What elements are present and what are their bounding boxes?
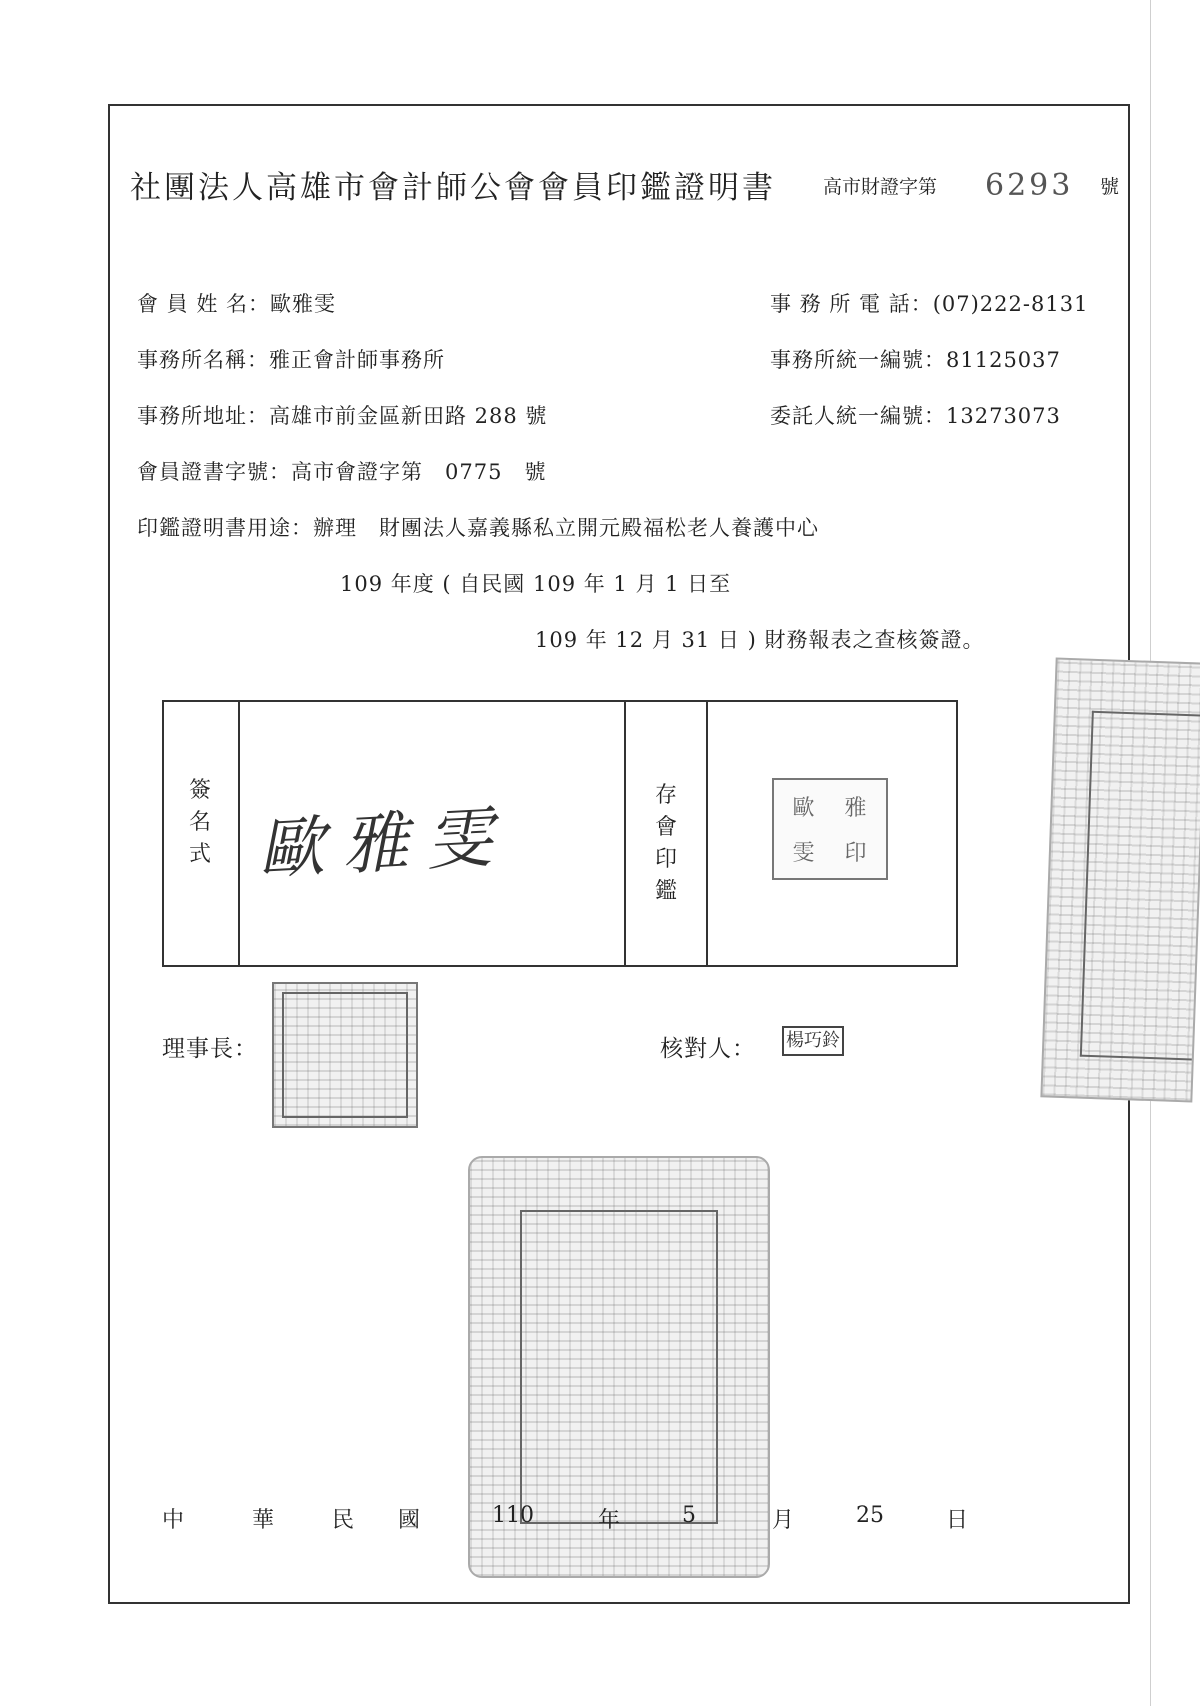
seal-char: 雅 bbox=[844, 796, 868, 821]
seal-label-char: 會 bbox=[654, 815, 677, 840]
table-divider bbox=[238, 702, 240, 965]
firm-id-label: 事務所統一編號： bbox=[770, 348, 946, 372]
firm-address-value: 高雄市前金區新田路 288 號 bbox=[269, 404, 548, 428]
firm-name-value: 雅正會計師事務所 bbox=[269, 348, 445, 372]
purpose-line-2: 109 年度 ( 自民國 109 年 1 月 1 日至 bbox=[340, 572, 732, 596]
date-month: 5 bbox=[682, 1503, 696, 1528]
certificate-number: 6293 bbox=[985, 168, 1074, 203]
date-year: 110 bbox=[492, 1503, 534, 1528]
license-value: 高市會證字第 0775 號 bbox=[291, 460, 547, 484]
chairman-seal bbox=[272, 982, 418, 1128]
sign-label-char: 式 bbox=[188, 842, 211, 867]
seal-label bbox=[654, 780, 678, 908]
date-day-unit: 日 bbox=[946, 1508, 969, 1533]
checker-label: 核對人： bbox=[660, 1036, 756, 1062]
seal-char: 歐 bbox=[792, 796, 816, 821]
client-id-label: 委託人統一編號： bbox=[770, 404, 946, 428]
member-seal-text bbox=[778, 784, 882, 874]
date-day: 25 bbox=[856, 1503, 884, 1528]
firm-id-value: 81125037 bbox=[946, 348, 1061, 372]
license-label: 會員證書字號： bbox=[137, 460, 291, 484]
table-divider bbox=[624, 702, 626, 965]
chairman-label: 理事長： bbox=[162, 1036, 258, 1062]
seal-char: 印 bbox=[844, 841, 868, 866]
certificate-suffix: 號 bbox=[1100, 176, 1120, 198]
member-seal bbox=[772, 778, 888, 880]
sign-label-char: 簽 bbox=[188, 778, 211, 803]
client-id-row bbox=[770, 400, 1061, 430]
checker-stamp: 楊巧鈴 bbox=[782, 1026, 844, 1056]
firm-address-row bbox=[137, 400, 547, 430]
firm-phone-value: (07)222-8131 bbox=[932, 292, 1089, 316]
cut-off-seal-border bbox=[1080, 711, 1200, 1061]
date-era-2: 華 bbox=[252, 1508, 275, 1533]
seal-label-char: 鑑 bbox=[654, 879, 677, 904]
date-era-4: 國 bbox=[398, 1508, 421, 1533]
date-era-3: 民 bbox=[332, 1508, 355, 1533]
seal-char: 雯 bbox=[792, 841, 816, 866]
date-era-1: 中 bbox=[162, 1508, 185, 1533]
member-name-label: 會 員 姓 名： bbox=[137, 292, 271, 316]
firm-address-label: 事務所地址： bbox=[137, 404, 269, 428]
member-name-row bbox=[137, 288, 336, 318]
date-month-unit: 月 bbox=[772, 1508, 795, 1533]
chairman-seal-border bbox=[282, 992, 408, 1118]
association-seal-border bbox=[520, 1210, 718, 1524]
firm-name-label: 事務所名稱： bbox=[137, 348, 269, 372]
purpose-line-1: 辦理 財團法人嘉義縣私立開元殿福松老人養護中心 bbox=[313, 516, 819, 540]
seal-label-char: 存 bbox=[654, 783, 677, 808]
certificate-prefix: 高市財證字第 bbox=[823, 176, 938, 198]
sign-label bbox=[188, 775, 212, 871]
sign-label-char: 名 bbox=[188, 810, 211, 835]
firm-phone-row bbox=[770, 288, 1088, 318]
member-name-value: 歐雅雯 bbox=[270, 292, 337, 316]
license-row bbox=[137, 456, 546, 486]
date-year-unit: 年 bbox=[598, 1508, 621, 1533]
cut-off-seal bbox=[1040, 657, 1200, 1102]
firm-id-row bbox=[770, 344, 1061, 374]
purpose-line-3: 109 年 12 月 31 日 ) 財務報表之查核簽證。 bbox=[535, 628, 985, 652]
purpose-row bbox=[137, 512, 819, 542]
document-title: 社團法人高雄市會計師公會會員印鑑證明書 bbox=[130, 170, 776, 206]
firm-name-row bbox=[137, 344, 445, 374]
client-id-value: 13273073 bbox=[946, 404, 1061, 428]
seal-label-char: 印 bbox=[654, 847, 677, 872]
handwritten-signature: 歐雅雯 bbox=[256, 798, 513, 889]
firm-phone-label: 事 務 所 電 話： bbox=[770, 292, 933, 316]
purpose-label: 印鑑證明書用途： bbox=[137, 516, 313, 540]
table-divider bbox=[706, 702, 708, 965]
